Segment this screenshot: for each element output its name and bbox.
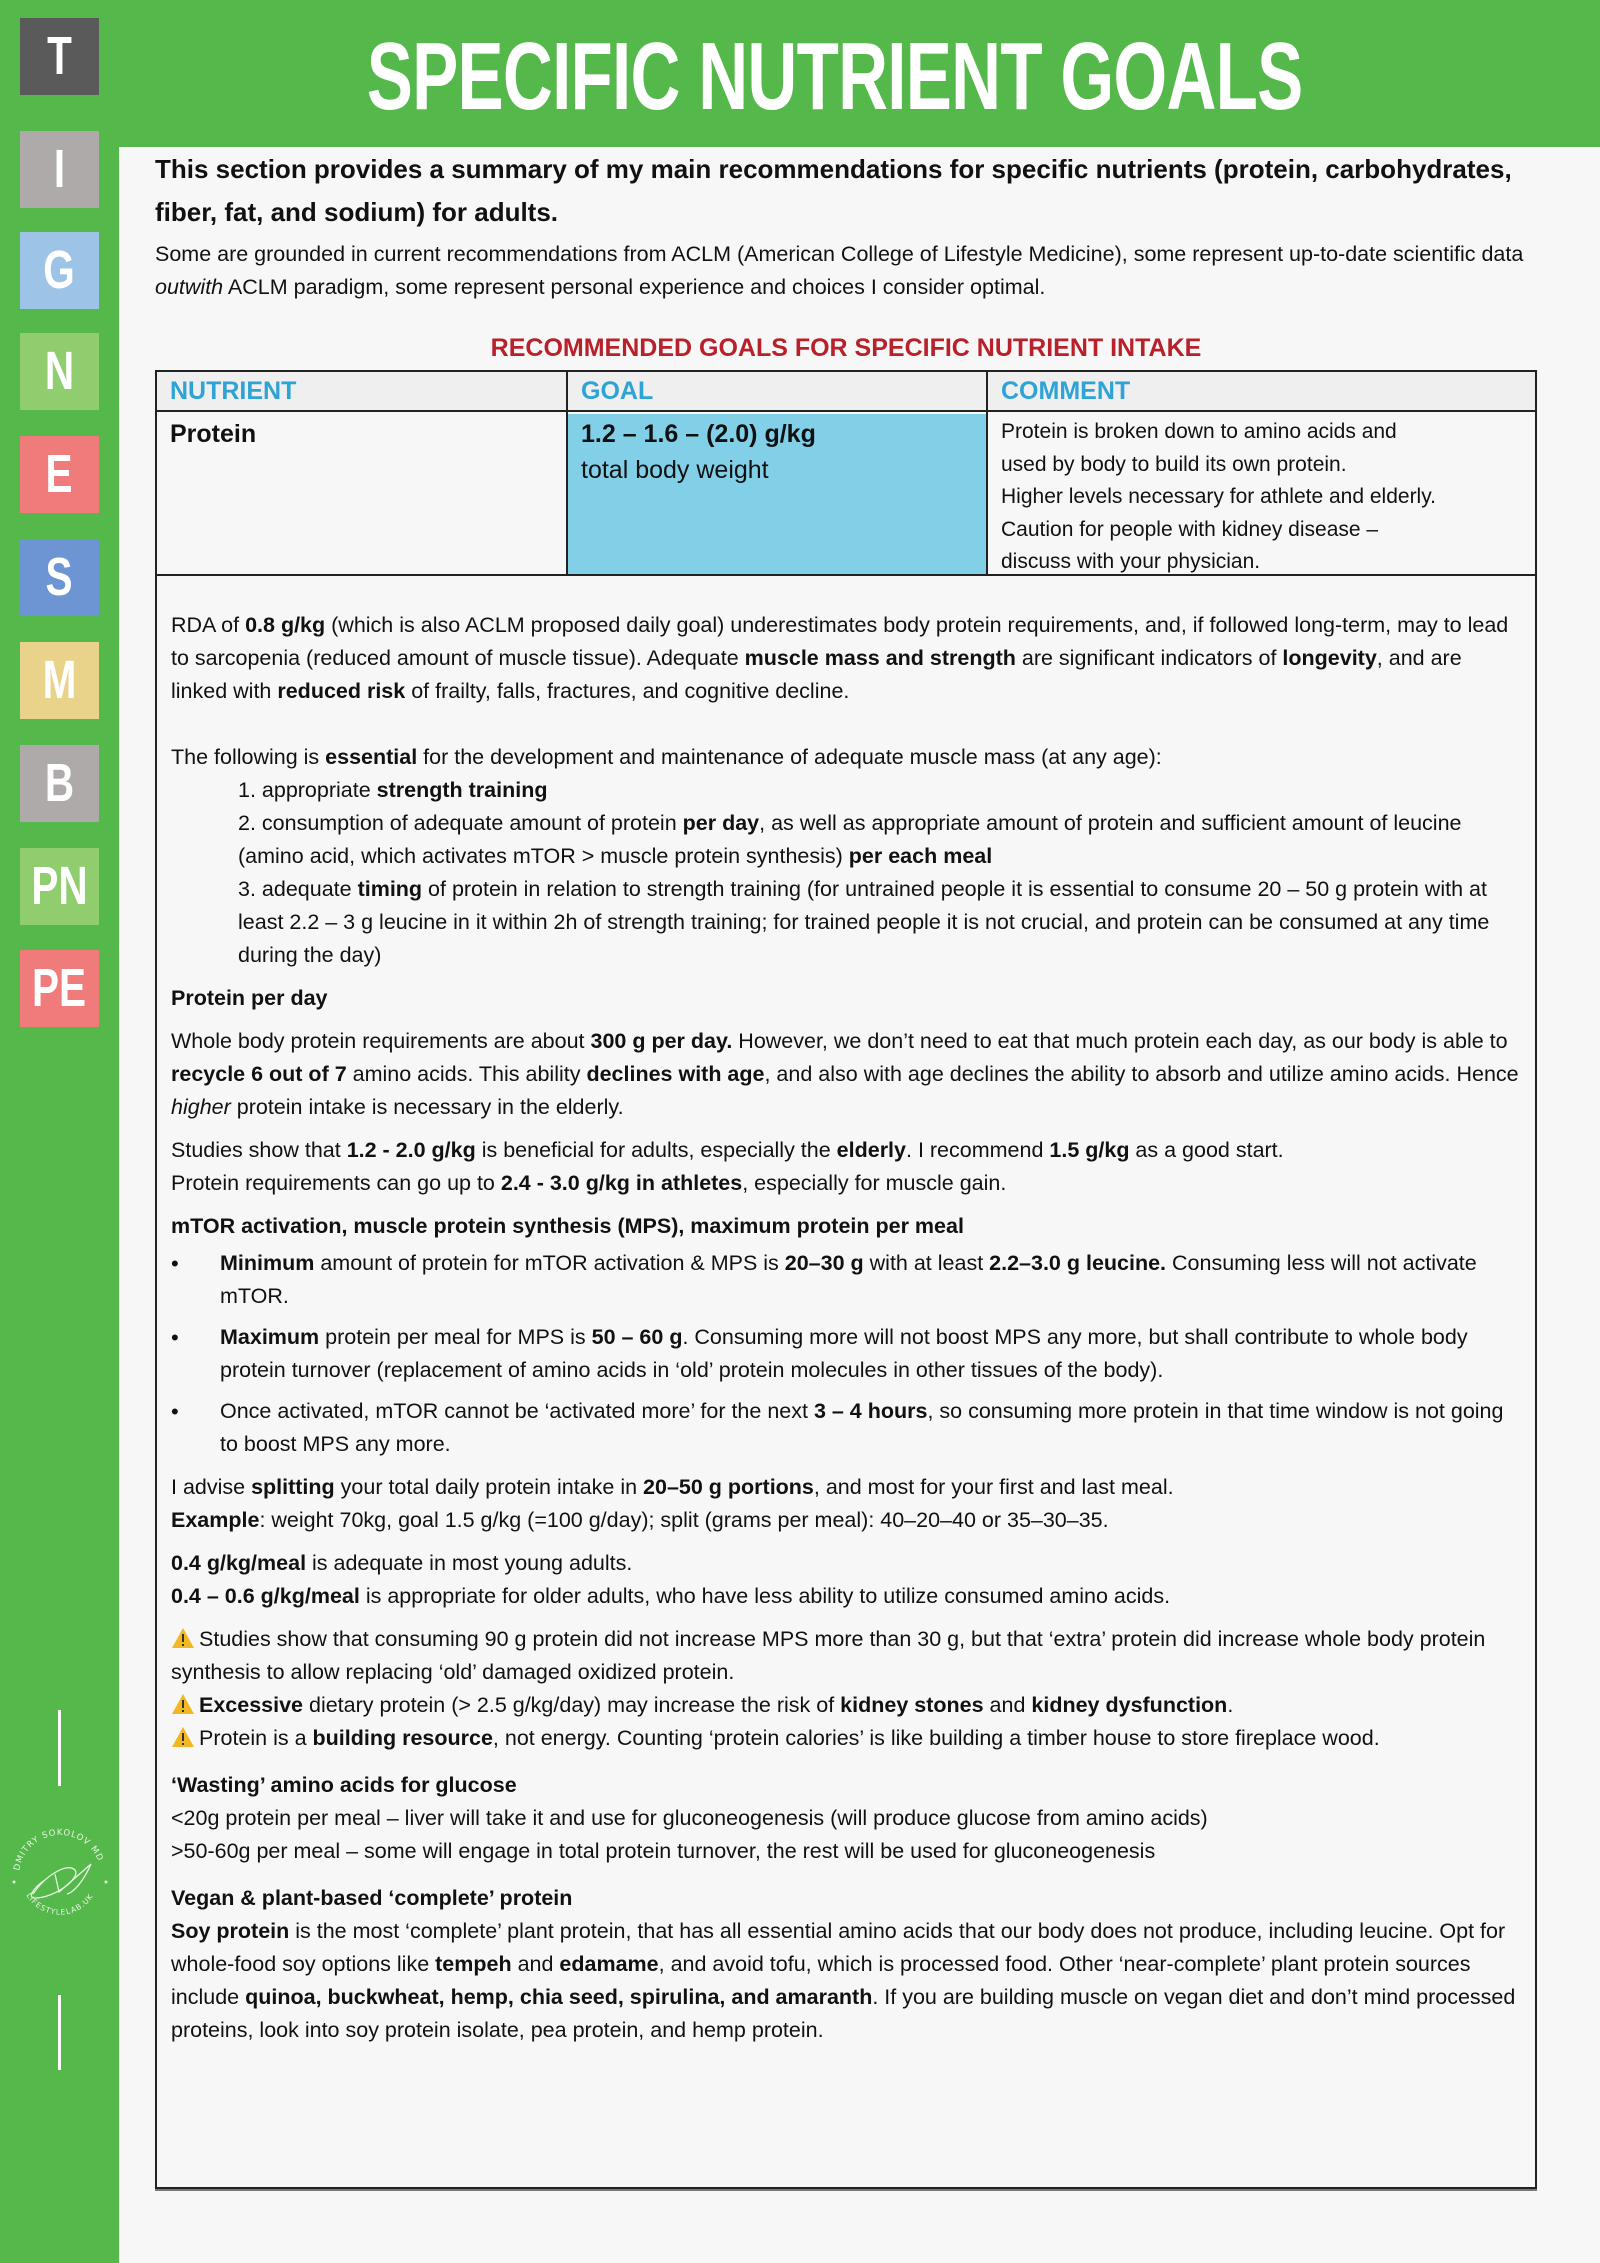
tab-label: G <box>43 240 76 300</box>
sidebar-tab-t[interactable] <box>20 18 99 95</box>
section-heading-vegan: Vegan & plant-based ‘complete’ protein <box>171 1886 573 1910</box>
wasting-line: >50-60g per meal – some will engage in total protein turnover, the rest will be used for gluconeogenesis <box>171 1839 1156 1863</box>
goal-unit: total body weight <box>581 456 769 484</box>
protein-per-day-paragraph: Whole body protein requirements are about 300 g per day. However, we don’t need to eat that much protein each day, as our body is able to recycle 6 out of 7 amino acids. This ability declines with age, and also with age declines the ability to absorb and utilize amino acids. Hence higher protein intake is necessary in the elderly. <box>171 1029 1519 1119</box>
example-paragraph: Example: weight 70kg, goal 1.5 g/kg (=100 g/day); split (grams per meal): 40–20–40 or 35–30–35. <box>171 1508 1109 1532</box>
studies-paragraph: Studies show that 1.2 - 2.0 g/kg is beneficial for adults, especially the elderly. I recommend 1.5 g/kg as a good start. <box>171 1138 1284 1162</box>
bullet-item: • Maximum protein per meal for MPS is 50 – 60 g. Consuming more will not boost MPS any more, but shall contribute to whole body protein turnover (replacement of amino acids in ‘old’ protein molecules in other tissues of the body). <box>171 1321 1521 1387</box>
table-title: RECOMMENDED GOALS FOR SPECIFIC NUTRIENT INTAKE <box>490 334 1202 362</box>
wasting-line: <20g protein per meal – liver will take it and use for gluconeogenesis (will produce glucose from amino acids) <box>171 1806 1208 1830</box>
header-comment: COMMENT <box>1001 377 1131 405</box>
sidebar-tab-s[interactable] <box>20 539 99 616</box>
signature-logo-icon <box>5 1818 115 1928</box>
comment-line: Caution for people with kidney disease – <box>1001 517 1379 541</box>
cell-nutrient: Protein <box>170 420 257 448</box>
tab-label: B <box>44 753 75 813</box>
table-header-row <box>157 372 1535 412</box>
column-divider <box>566 372 568 574</box>
tab-label: T <box>47 26 72 86</box>
cell-goal <box>568 414 986 574</box>
divider-line <box>58 1995 61 2070</box>
sidebar-tab-n[interactable] <box>20 333 99 410</box>
cell-comment <box>988 414 1537 581</box>
intro-note: Some are grounded in current recommendations from ACLM (American College of Lifestyle Medicine), some represent up-to-date scientific data outwith ACLM paradigm, some represent personal experience and choices I consider optimal. <box>155 242 1524 299</box>
rda-paragraph: RDA of 0.8 g/kg (which is also ACLM proposed daily goal) underestimates body protein requirements, and, if followed long-term, may to lead to sarcopenia (reduced amount of muscle tissue). Adequate muscle mass and strength are significant indicators of longevity, and are linked with reduced risk of frailty, falls, fractures, and cognitive decline. <box>171 613 1509 703</box>
bullet-item: • Once activated, mTOR cannot be ‘activated more’ for the next 3 – 4 hours, so consuming more protein in that time window is not going to boost MPS any more. <box>171 1395 1521 1461</box>
list-item: 3. adequate timing of protein in relation to strength training (for untrained people it is essential to consume 20 – 50 g protein with at least 2.2 – 3 g leucine in it within 2h of strength training; for trained people it is not crucial, and protein can be consumed at any time during the day) <box>238 877 1490 967</box>
sidebar-tab-pe[interactable] <box>20 950 99 1027</box>
intro-section <box>155 148 1545 304</box>
header-bar <box>119 0 1600 147</box>
protein-details-box <box>155 575 1537 2189</box>
svg-text:LIFESTYLELAB.UK: LIFESTYLELAB.UK <box>24 1891 96 1917</box>
essential-intro: The following is essential for the development and maintenance of adequate muscle mass (at any age): <box>171 745 1162 769</box>
list-item: 2. consumption of adequate amount of protein per day, as well as appropriate amount of protein and sufficient amount of leucine (amino acid, which activates mTOR > muscle protein synthesis) per each meal <box>238 811 1462 868</box>
page-title: SPECIFIC NUTRIENT GOALS <box>366 23 1303 130</box>
list-item: 1. appropriate strength training <box>238 778 548 802</box>
header-nutrient: NUTRIENT <box>170 377 297 405</box>
protein-details-content <box>171 609 1521 2047</box>
sidebar-tab-g[interactable] <box>20 232 99 309</box>
column-divider <box>986 372 988 574</box>
comment-line: discuss with your physician. <box>1001 550 1261 573</box>
athletes-paragraph: Protein requirements can go up to 2.4 - 3.0 g/kg in athletes, especially for muscle gain. <box>171 1171 1007 1195</box>
warning-icon <box>171 1726 195 1748</box>
per-meal-older: 0.4 – 0.6 g/kg/meal is appropriate for older adults, who have less ability to utilize consumed amino acids. <box>171 1584 1171 1608</box>
vegan-paragraph: Soy protein is the most ‘complete’ plant protein, that has all essential amino acids that our body does not produce, including leucine. Opt for whole-food soy options like tempeh and edamame, and avoid tofu, which is processed food. Other ‘near-complete’ plant protein sources include quinoa, buckwheat, hemp, chia seed, spirulina, and amaranth. If you are building muscle on vegan diet and don’t mind processed proteins, look into soy protein isolate, pea protein, and hemp protein. <box>171 1919 1516 2042</box>
section-heading-protein-per-day: Protein per day <box>171 986 328 1010</box>
sidebar-tab-pn[interactable] <box>20 848 99 925</box>
sidebar-tab-i[interactable] <box>20 131 99 208</box>
warning-item: Protein is a building resource, not energy. Counting ‘protein calories’ is like building a timber house to store fireplace wood. <box>171 1722 1521 1755</box>
tab-label: M <box>42 650 77 710</box>
comment-line: used by body to build its own protein. <box>1001 452 1347 476</box>
comment-line: Higher levels necessary for athlete and elderly. <box>1001 485 1437 508</box>
per-meal-young: 0.4 g/kg/meal is adequate in most young adults. <box>171 1551 633 1575</box>
tab-label: N <box>44 341 75 401</box>
sidebar-tab-e[interactable] <box>20 436 99 513</box>
intro-summary: This section provides a summary of my main recommendations for specific nutrients (protein, carbohydrates, fiber, fat, and sodium) for adults. <box>155 154 1512 227</box>
warning-item: Excessive dietary protein (> 2.5 g/kg/day) may increase the risk of kidney stones and kidney dysfunction. <box>171 1689 1521 1722</box>
tab-label: S <box>45 547 74 607</box>
bullet-item: • Minimum amount of protein for mTOR activation & MPS is 20–30 g with at least 2.2–3.0 g leucine. Consuming less will not activate mTOR. <box>171 1247 1521 1313</box>
tab-label: I <box>53 139 66 199</box>
goal-value: 1.2 – 1.6 – (2.0) g/kg <box>581 420 816 448</box>
section-heading-mtor: mTOR activation, muscle protein synthesis (MPS), maximum protein per meal <box>171 1214 964 1238</box>
sidebar-tab-b[interactable] <box>20 745 99 822</box>
tab-label: PE <box>32 958 87 1018</box>
warning-item: Studies show that consuming 90 g protein did not increase MPS more than 30 g, but that ‘extra’ protein did increase whole body protein synthesis to allow replacing ‘old’ damaged oxidized protein. <box>171 1627 1486 1684</box>
header-goal: GOAL <box>581 377 654 405</box>
splitting-paragraph: I advise splitting your total daily protein intake in 20–50 g portions, and most for your first and last meal. <box>171 1475 1174 1499</box>
divider-line <box>58 1710 61 1786</box>
sidebar-tab-m[interactable] <box>20 642 99 719</box>
svg-text:DMITRY SOKOLOV MD: DMITRY SOKOLOV MD <box>12 1827 106 1872</box>
nutrient-goals-table <box>155 370 1537 576</box>
tab-label: PN <box>31 856 88 916</box>
comment-line: Protein is broken down to amino acids and <box>1001 420 1397 443</box>
section-heading-wasting: ‘Wasting’ amino acids for glucose <box>171 1773 517 1797</box>
tab-label: E <box>45 444 74 504</box>
warning-icon <box>171 1627 195 1649</box>
warning-icon <box>171 1693 195 1715</box>
sidebar <box>0 0 119 2263</box>
